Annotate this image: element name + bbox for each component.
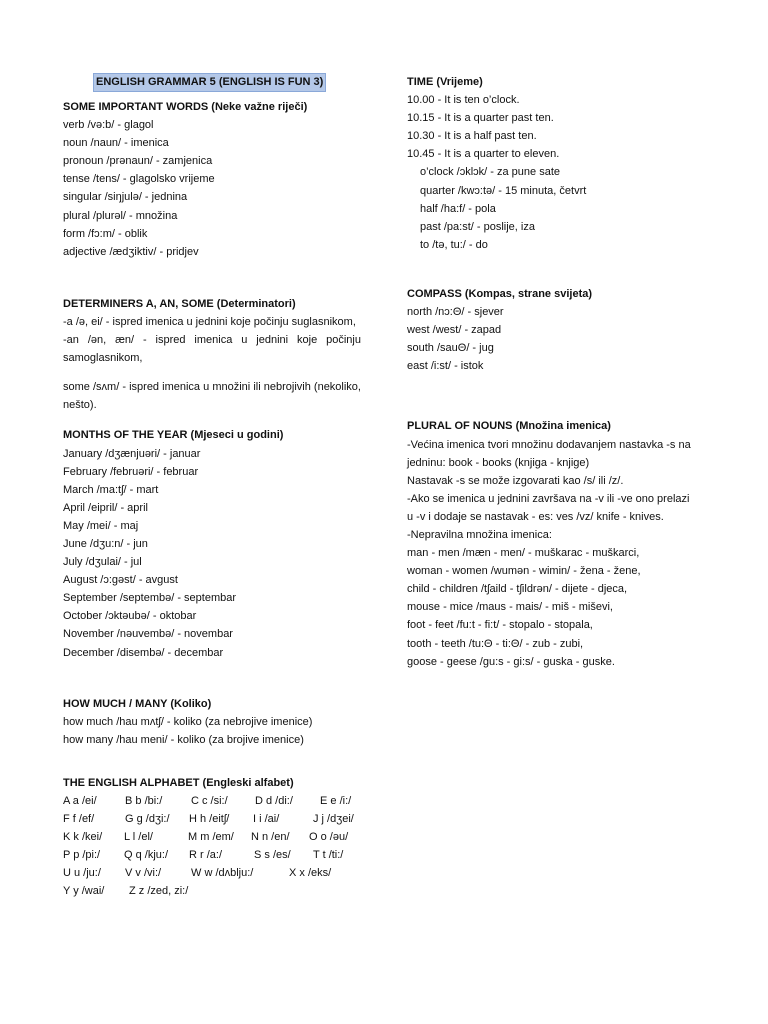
- month-item: April /eipril/ - april: [63, 501, 148, 514]
- alphabet-letter: B b /bi:/: [125, 795, 163, 807]
- alphabet-row: [63, 792, 361, 810]
- plural-line: Nastavak -s se može izgovarati kao /s/ ili /z/.: [407, 474, 624, 487]
- alphabet-letter: P p /pi:/: [63, 849, 101, 862]
- important-words-heading: SOME IMPORTANT WORDS (Neke važne riječi): [63, 101, 308, 113]
- left-column: [63, 73, 361, 901]
- plural-nouns-heading: PLURAL OF NOUNS (Množina imenica): [407, 420, 611, 433]
- month-item: December /disembә/ - decembar: [63, 646, 224, 659]
- compass-heading: COMPASS (Kompas, strane svijeta): [407, 287, 593, 300]
- alphabet-letter: T t /ti:/: [313, 849, 344, 862]
- title-row: [63, 73, 361, 92]
- plural-line: goose - geese /gu:s - gi:s/ - guska - guske.: [407, 655, 615, 668]
- month-item: August /ɔ:gәst/ - avgust: [63, 574, 178, 587]
- month-item: July /dʒulai/ - jul: [63, 556, 142, 569]
- time-section: [407, 73, 707, 254]
- alphabet-letter: W w /dʌblju:/: [191, 867, 254, 880]
- plural-line: -Ako se imenica u jednini završava na -v ili -ve ono prelazi: [407, 492, 690, 505]
- alphabet-letter: Y y /wai/: [63, 885, 105, 898]
- month-item: September /septembә/ - septembar: [63, 592, 237, 605]
- alphabet-letter: G g /dʒi:/: [125, 813, 170, 826]
- alphabet-row: [63, 810, 361, 828]
- alphabet-section: [63, 774, 361, 901]
- time-heading: TIME (Vrijeme): [407, 76, 483, 88]
- plural-line: man - men /mæn - men/ - muškarac - muškarci,: [407, 547, 640, 560]
- month-item: June /dʒu:n/ - jun: [63, 537, 148, 550]
- time-vocab-item: quarter /kwɔ:tә/ - 15 minuta, četvrt: [420, 184, 587, 197]
- time-item: 10.30 - It is a half past ten.: [407, 130, 537, 143]
- time-item: 10.15 - It is a quarter past ten.: [407, 112, 554, 125]
- alphabet-row: [63, 882, 361, 900]
- month-item: January /dʒænjuәri/ - januar: [63, 447, 201, 460]
- alphabet-letter: E e /i:/: [320, 795, 352, 807]
- right-column: [407, 73, 707, 671]
- time-vocab-item: half /ha:f/ - pola: [420, 202, 496, 215]
- alphabet-letter: H h /eitʃ/: [189, 813, 230, 826]
- alphabet-letter: F f /ef/: [63, 813, 95, 826]
- word-item: tense /tens/ - glagolsko vrijeme: [63, 173, 215, 186]
- compass-item: south /sauΘ/ - jug: [407, 342, 494, 355]
- alphabet-letter: V v /vi:/: [125, 867, 162, 880]
- determiner-some-rule: some /sʌm/ - ispred imenica u množini ili nebrojivih (nekoliko, nešto).: [63, 381, 361, 412]
- alphabet-letter: U u /ju:/: [63, 867, 101, 880]
- alphabet-row: [63, 846, 361, 864]
- months-heading: MONTHS OF THE YEAR (Mjeseci u godini): [63, 429, 284, 442]
- alphabet-letter: D d /di:/: [255, 795, 293, 807]
- time-item: 10.00 - It is ten o’clock.: [407, 94, 520, 107]
- plural-line: u -v i dodaje se nastavak - es: ves /vz/ knife - knives.: [407, 510, 664, 523]
- plural-line: child - children /tʃaild - tʃildrәn/ - dijete - djeca,: [407, 583, 628, 596]
- determiners-heading: DETERMINERS A, AN, SOME (Determinatori): [63, 297, 296, 310]
- alphabet-row: [63, 828, 361, 846]
- alphabet-letter: O o /әu/: [309, 831, 349, 844]
- alphabet-letter: L l /el/: [124, 831, 153, 844]
- word-item: plural /plurәl/ - množina: [63, 209, 178, 222]
- alphabet-letter: I i /ai/: [253, 813, 280, 826]
- word-item: singular /siŋjulә/ - jednina: [63, 191, 188, 204]
- plural-line: tooth - teeth /tu:Θ - ti:Θ/ - zub - zubi,: [407, 637, 584, 650]
- word-item: pronoun /prәnaun/ - zamjenica: [63, 155, 213, 168]
- month-item: November /nәuvembә/ - novembar: [63, 628, 233, 641]
- compass-item: north /nɔ:Θ/ - sjever: [407, 306, 504, 319]
- word-item: form /fɔ:m/ - oblik: [63, 227, 148, 240]
- determiner-a-rule: -a /ә, ei/ - ispred imenica u jednini koje počinju suglasnikom,: [63, 315, 356, 328]
- alphabet-letter: A a /ei/: [63, 795, 97, 807]
- plural-line: -Većina imenica tvori množinu dodavanjem nastavka -s na: [407, 438, 691, 451]
- time-vocab-item: to /tә, tu:/ - do: [420, 238, 488, 251]
- plural-line: -Nepravilna množina imenica:: [407, 528, 552, 541]
- time-vocab-item: o’clock /ɔklɔk/ - za pune sate: [420, 166, 561, 179]
- month-item: May /mei/ - maj: [63, 519, 139, 532]
- word-item: adjective /ædʒiktiv/ - pridjev: [63, 245, 199, 258]
- how-much-section: [63, 695, 361, 749]
- alphabet-heading: THE ENGLISH ALPHABET (Engleski alfabet): [63, 776, 294, 789]
- time-item: 10.45 - It is a quarter to eleven.: [407, 148, 560, 161]
- alphabet-letter: J j /dʒei/: [313, 813, 354, 826]
- alphabet-letter: R r /a:/: [189, 849, 223, 862]
- time-vocab-item: past /pa:st/ - poslije, iza: [420, 220, 535, 233]
- plural-line: woman - women /wumәn - wimin/ - žena - žene,: [407, 565, 641, 578]
- alphabet-letter: K k /kei/: [63, 831, 103, 844]
- months-section: [63, 426, 361, 661]
- determiner-an-rule: -an /әn, æn/ - ispred imenica u jednini koje počinju samoglasnikom,: [63, 334, 361, 365]
- alphabet-letter: X x /eks/: [289, 867, 332, 880]
- determiners-section: [63, 295, 361, 415]
- how-much-item: how many /hau meni/ - koliko (za brojive imenice): [63, 733, 304, 746]
- compass-item: west /west/ - zapad: [407, 324, 502, 337]
- word-item: noun /naun/ - imenica: [63, 137, 169, 150]
- alphabet-row: [63, 864, 361, 882]
- plural-line: mouse - mice /maus - mais/ - miš - miševi,: [407, 601, 613, 614]
- page-title: ENGLISH GRAMMAR 5 (ENGLISH IS FUN 3): [93, 73, 326, 92]
- plural-nouns-section: [407, 417, 707, 670]
- alphabet-letter: Q q /kju:/: [124, 849, 169, 862]
- plural-line: jedninu: book - books (knjiga - knjige): [407, 456, 590, 469]
- month-item: February /februәri/ - februar: [63, 465, 199, 478]
- alphabet-letter: S s /es/: [254, 849, 291, 862]
- important-words-section: [63, 98, 361, 261]
- alphabet-letter: C c /si:/: [191, 795, 228, 807]
- compass-item: east /i:st/ - istok: [407, 360, 484, 373]
- alphabet-letter: M m /em/: [188, 831, 234, 844]
- month-item: October /ɔktәubә/ - oktobar: [63, 610, 197, 623]
- how-much-item: how much /hau mʌtʃ/ - koliko (za nebrojive imenice): [63, 715, 313, 728]
- how-much-heading: HOW MUCH / MANY (Koliko): [63, 697, 212, 710]
- plural-line: foot - feet /fu:t - fi:t/ - stopalo - stopala,: [407, 619, 593, 632]
- month-item: March /ma:tʃ/ - mart: [63, 483, 159, 496]
- compass-section: [407, 285, 707, 375]
- alphabet-letter: N n /en/: [251, 831, 290, 844]
- alphabet-letter: Z z /zed, zi:/: [129, 885, 189, 898]
- word-item: verb /vә:b/ - glagol: [63, 119, 154, 132]
